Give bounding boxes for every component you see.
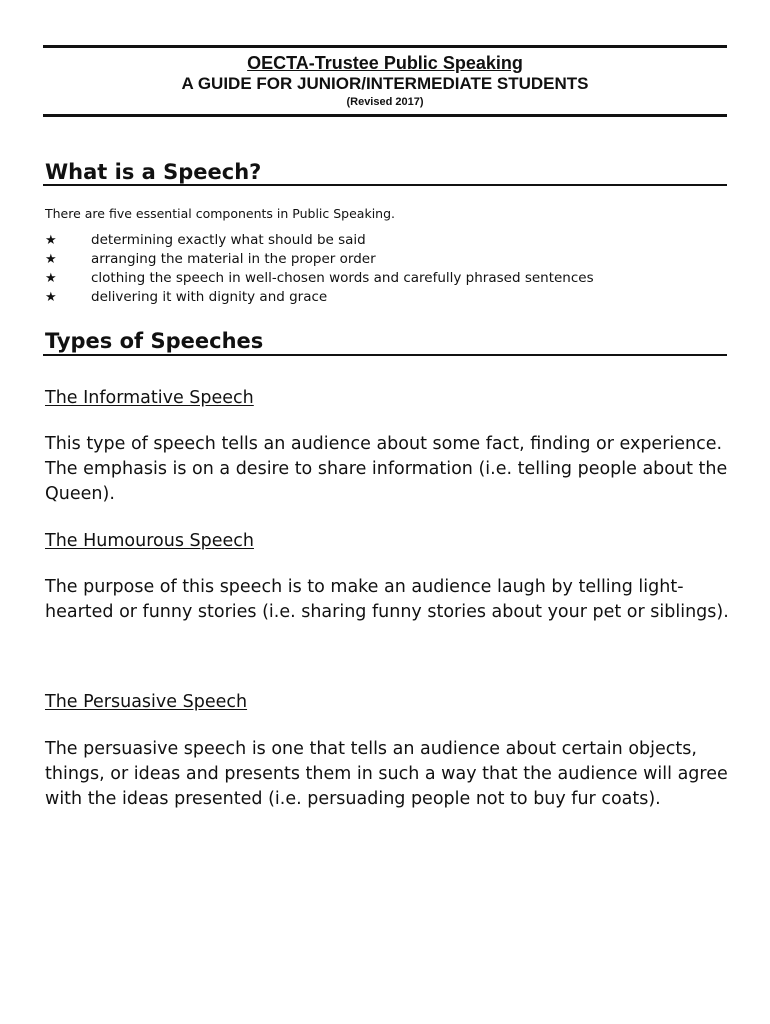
header-top-rule xyxy=(43,45,727,48)
section-rule-what-is xyxy=(43,184,727,186)
paragraph-persuasive-speech: The persuasive speech is one that tells an audience about certain objects, things, or ideas and presents them in such a way that the audience will agree with the ideas presented (i.e. persuading people not to buy fur coats). xyxy=(45,739,728,809)
document-header xyxy=(43,53,727,109)
header-bottom-rule xyxy=(43,114,727,117)
subheading-persuasive-speech: The Persuasive Speech xyxy=(45,692,248,712)
star-icon: ★ xyxy=(45,290,57,305)
components-list xyxy=(45,231,594,307)
star-icon: ★ xyxy=(45,252,57,267)
list-item-text: determining exactly what should be said xyxy=(91,232,366,248)
paragraph-humourous-speech: The purpose of this speech is to make an audience laugh by telling light-hearted or funny stories (i.e. sharing funny stories about your pet or siblings). xyxy=(45,577,729,622)
list-item-text: clothing the speech in well-chosen words and carefully phrased sentences xyxy=(91,270,594,286)
document-subtitle: A GUIDE FOR JUNIOR/INTERMEDIATE STUDENTS xyxy=(181,74,589,93)
list-item xyxy=(45,288,594,307)
section-heading-what-is-a-speech: What is a Speech? xyxy=(45,160,262,184)
section-heading-types-of-speeches: Types of Speeches xyxy=(45,329,264,353)
list-item xyxy=(45,269,594,288)
section-rule-types xyxy=(43,354,727,356)
paragraph-informative-speech: This type of speech tells an audience about some fact, finding or experience. The emphasis is on a desire to share information (i.e. telling people about the Queen). xyxy=(45,434,728,504)
intro-text: There are five essential components in Public Speaking. xyxy=(45,206,396,221)
list-item-text: arranging the material in the proper order xyxy=(91,251,376,267)
subheading-humourous-speech: The Humourous Speech xyxy=(45,531,254,551)
star-icon: ★ xyxy=(45,233,57,248)
star-icon: ★ xyxy=(45,271,57,286)
list-item xyxy=(45,250,594,269)
subheading-informative-speech: The Informative Speech xyxy=(45,388,254,408)
document-title: OECTA-Trustee Public Speaking xyxy=(247,53,523,73)
revision-note: (Revised 2017) xyxy=(346,96,424,108)
list-item xyxy=(45,231,594,250)
list-item-text: delivering it with dignity and grace xyxy=(91,289,328,305)
